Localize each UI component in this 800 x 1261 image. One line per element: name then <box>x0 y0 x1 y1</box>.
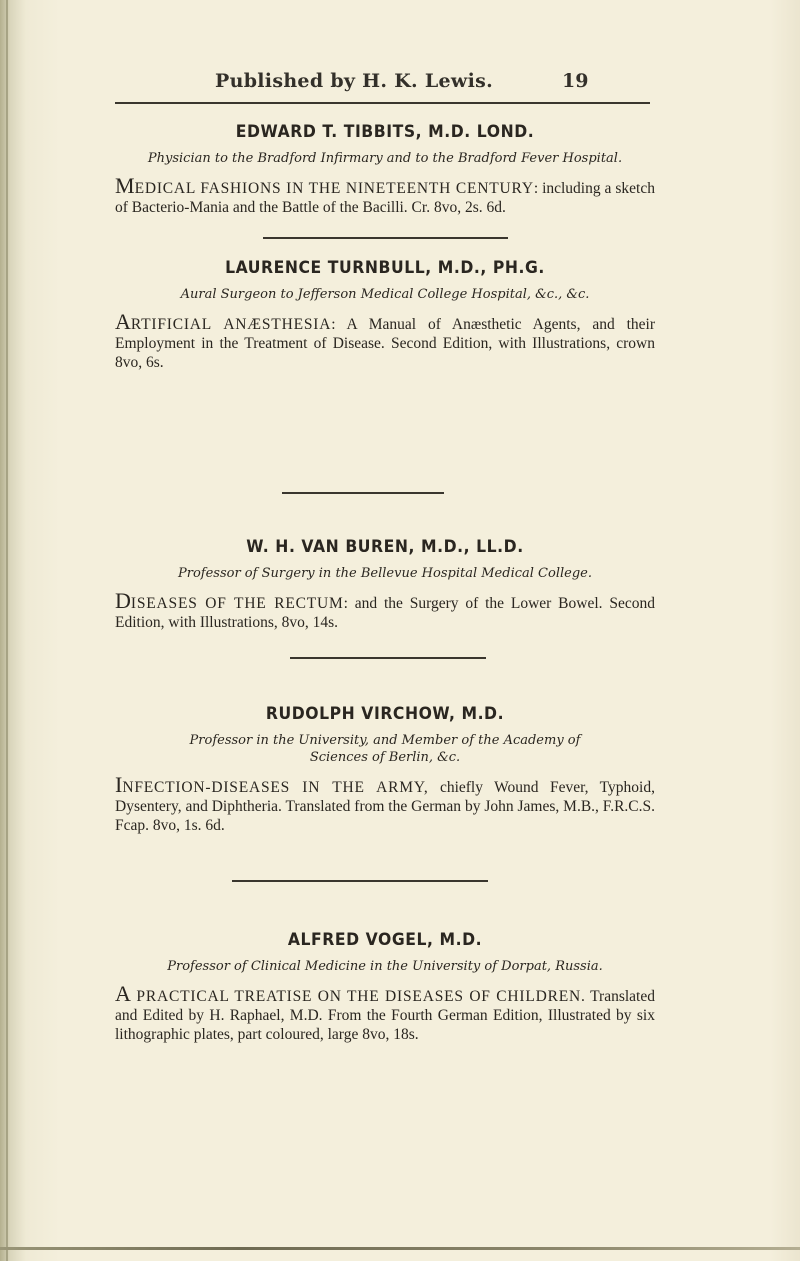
section-divider <box>263 237 508 239</box>
author-name: ALFRED VOGEL, M.D. <box>287 930 483 950</box>
catalogue-entry <box>115 930 655 1044</box>
book-details: chiefly Wound Fever, Typhoid, Dysentery, and Diphtheria. Translated from the German by John James, M.B., F.R.C.S. Fcap. 8vo, 1s. 6d. <box>115 779 655 834</box>
author-name: LAURENCE TURNBULL, M.D., PH.G. <box>225 258 545 278</box>
author-name: W. H. VAN BUREN, M.D., LL.D. <box>246 537 524 557</box>
book-title: NFECTION-DISEASES IN THE ARMY, <box>122 779 429 796</box>
book-title: RTIFICIAL ANÆSTHESIA <box>130 316 332 333</box>
book-details: Translated and Edited by H. Raphael, M.D. From the Fourth German Edition, Illustrated by six lithographic plates, part coloured, large 8vo, 18s. <box>115 988 655 1043</box>
author-name: RUDOLPH VIRCHOW, M.D. <box>265 704 505 724</box>
initial-letter: A <box>115 981 131 1006</box>
book-description <box>115 588 655 632</box>
author-role: Professor of Clinical Medicine in the University of Dorpat, Russia. <box>167 959 603 974</box>
book-details: : A Manual of Anæsthetic Agents, and their Employment in the Treatment of Disease. Second Edition, with Illustrations, crown 8vo, 6s. <box>115 316 655 371</box>
publisher-line: Published by H. K. Lewis. <box>215 70 494 92</box>
initial-letter: D <box>115 588 131 613</box>
author-role: Professor of Surgery in the Bellevue Hospital Medical College. <box>178 566 592 581</box>
section-divider <box>290 657 486 659</box>
author-name: EDWARD T. TIBBITS, M.D. LOND. <box>235 122 535 142</box>
book-title: EDICAL FASHIONS IN THE NINETEENTH CENTURY <box>134 180 534 197</box>
page-gutter <box>6 0 8 1261</box>
section-divider <box>232 880 488 882</box>
catalogue-entry <box>115 122 655 217</box>
catalogue-entry <box>115 258 655 372</box>
book-title: PRACTICAL TREATISE ON THE DISEASES OF CHILDREN. <box>130 988 586 1005</box>
book-title: ISEASES OF THE RECTUM <box>130 595 344 612</box>
book-description <box>115 309 655 372</box>
header-rule <box>115 102 650 104</box>
author-role: Aural Surgeon to Jefferson Medical College Hospital, &c., &c. <box>180 287 590 302</box>
page-bottom-edge <box>0 1247 800 1250</box>
book-description <box>115 772 655 835</box>
book-description <box>115 981 655 1044</box>
book-description <box>115 173 655 217</box>
author-role: Physician to the Bradford Infirmary and to the Bradford Fever Hospital. <box>147 151 623 166</box>
section-divider <box>282 492 444 494</box>
catalogue-entry <box>115 537 655 632</box>
book-details: : including a sketch of Bacterio-Mania and the Battle of the Bacilli. Cr. 8vo, 2s. 6d. <box>115 180 655 216</box>
author-role: Professor in the University, and Member of the Academy of Sciences of Berlin, &c. <box>189 733 581 765</box>
book-details: : and the Surgery of the Lower Bowel. Second Edition, with Illustrations, 8vo, 14s. <box>115 595 655 631</box>
initial-letter: A <box>115 309 131 334</box>
initial-letter: I <box>115 772 123 797</box>
initial-letter: M <box>115 173 135 198</box>
page-number: 19 <box>562 70 589 92</box>
catalogue-entry <box>115 704 655 835</box>
